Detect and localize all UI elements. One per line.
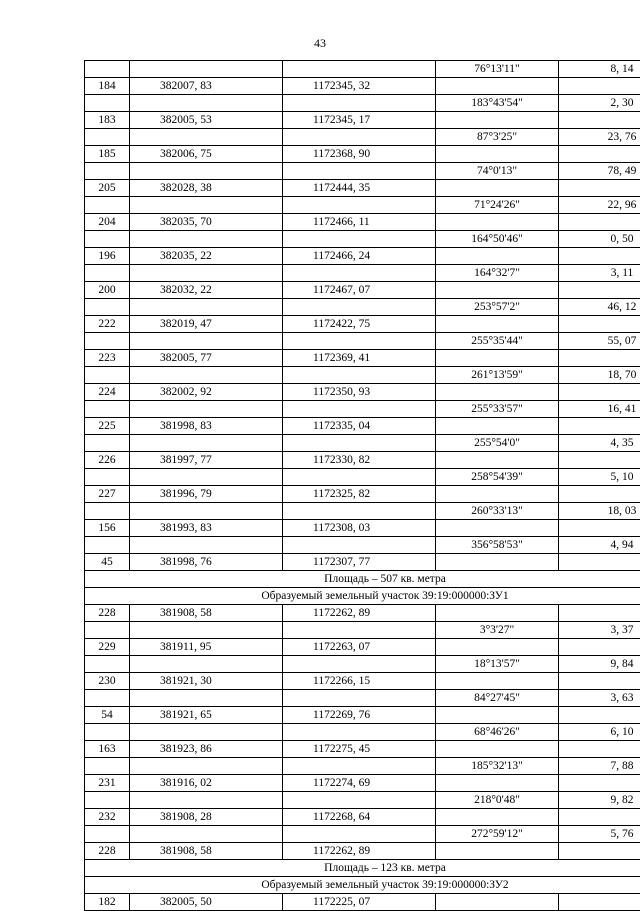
section-header-row (85, 860, 640, 877)
angle-cell-empty (436, 894, 559, 911)
coordinate-y-empty (283, 690, 436, 707)
point-row (85, 350, 640, 367)
coordinate-y: 1172263, 07 (283, 639, 436, 656)
coordinate-x: 381916, 02 (130, 775, 283, 792)
coordinate-y: 1172269, 76 (283, 707, 436, 724)
coordinate-x-empty (130, 656, 283, 673)
coordinate-x: 382028, 38 (130, 180, 283, 197)
point-row (85, 248, 640, 265)
point-number-empty (85, 724, 130, 741)
direction-angle: 183°43'54" (436, 95, 559, 112)
angle-cell-empty (436, 741, 559, 758)
segment-length: 3, 37 (559, 622, 640, 639)
point-number: 227 (85, 486, 130, 503)
point-row (85, 843, 640, 860)
length-cell-empty (559, 418, 640, 435)
length-cell-empty (559, 639, 640, 656)
angle-cell-empty (436, 112, 559, 129)
point-number-empty (85, 435, 130, 452)
direction-angle: 84°27'45" (436, 690, 559, 707)
length-cell-empty (559, 112, 640, 129)
direction-angle: 253°57'2" (436, 299, 559, 316)
angle-cell-empty (436, 418, 559, 435)
point-row (85, 673, 640, 690)
coordinate-x-empty (130, 197, 283, 214)
coordinate-y: 1172262, 89 (283, 843, 436, 860)
coordinate-x: 382032, 22 (130, 282, 283, 299)
length-cell-empty (559, 520, 640, 537)
direction-angle: 74°0'13" (436, 163, 559, 180)
coordinate-y: 1172275, 45 (283, 741, 436, 758)
coordinate-x-empty (130, 95, 283, 112)
point-number: 228 (85, 843, 130, 860)
coordinate-x-empty (130, 758, 283, 775)
length-cell-empty (559, 894, 640, 911)
point-number-empty (85, 299, 130, 316)
coordinate-x-empty (130, 129, 283, 146)
angle-cell-empty (436, 520, 559, 537)
coordinate-x-empty (130, 367, 283, 384)
coordinate-y-empty (283, 469, 436, 486)
section-header: Образуемый земельный участок 39:19:000000:ЗУ2 (85, 877, 640, 894)
coordinate-x: 382002, 92 (130, 384, 283, 401)
segment-row (85, 537, 640, 554)
segment-length: 18, 03 (559, 503, 640, 520)
coordinate-y-empty (283, 435, 436, 452)
coordinate-x-empty (130, 265, 283, 282)
length-cell-empty (559, 843, 640, 860)
length-cell-empty (559, 282, 640, 299)
point-row (85, 707, 640, 724)
segment-row (85, 197, 640, 214)
segment-length: 46, 12 (559, 299, 640, 316)
length-cell-empty (559, 707, 640, 724)
angle-cell-empty (436, 486, 559, 503)
length-cell-empty (559, 605, 640, 622)
direction-angle: 76°13'11" (436, 61, 559, 78)
coordinate-y-empty (283, 333, 436, 350)
direction-angle: 18°13'57" (436, 656, 559, 673)
point-number-empty (85, 197, 130, 214)
segment-row (85, 435, 640, 452)
direction-angle: 356°58'53" (436, 537, 559, 554)
coordinate-y: 1172369, 41 (283, 350, 436, 367)
coordinate-x: 381908, 58 (130, 843, 283, 860)
segment-length: 3, 63 (559, 690, 640, 707)
angle-cell-empty (436, 843, 559, 860)
segment-length: 5, 76 (559, 826, 640, 843)
point-row (85, 78, 640, 95)
segment-length: 78, 49 (559, 163, 640, 180)
point-number: 54 (85, 707, 130, 724)
point-row (85, 741, 640, 758)
coordinate-y: 1172330, 82 (283, 452, 436, 469)
point-number: 223 (85, 350, 130, 367)
coordinate-y: 1172466, 11 (283, 214, 436, 231)
coordinate-y: 1172467, 07 (283, 282, 436, 299)
segment-length: 55, 07 (559, 333, 640, 350)
section-header: Площадь – 123 кв. метра (85, 860, 640, 877)
coordinate-x: 381998, 76 (130, 554, 283, 571)
coordinate-y: 1172268, 64 (283, 809, 436, 826)
point-number: 229 (85, 639, 130, 656)
point-number: 230 (85, 673, 130, 690)
coordinate-x: 381998, 83 (130, 418, 283, 435)
segment-length: 4, 35 (559, 435, 640, 452)
direction-angle: 164°32'7" (436, 265, 559, 282)
length-cell-empty (559, 180, 640, 197)
length-cell-empty (559, 486, 640, 503)
segment-length: 3, 11 (559, 265, 640, 282)
length-cell-empty (559, 248, 640, 265)
section-header-row (85, 877, 640, 894)
coordinate-x-empty (130, 231, 283, 248)
point-row (85, 214, 640, 231)
point-number-empty (85, 163, 130, 180)
coordinate-y-empty (283, 129, 436, 146)
coordinate-x: 381921, 65 (130, 707, 283, 724)
coordinate-y: 1172422, 75 (283, 316, 436, 333)
length-cell-empty (559, 146, 640, 163)
segment-length: 18, 70 (559, 367, 640, 384)
direction-angle: 255°54'0" (436, 435, 559, 452)
coordinate-y-empty (283, 231, 436, 248)
coordinate-y-empty (283, 503, 436, 520)
segment-row (85, 61, 640, 78)
section-header: Площадь – 507 кв. метра (85, 571, 640, 588)
coordinates-table (84, 60, 640, 911)
coordinate-x-empty (130, 690, 283, 707)
direction-angle: 261°13'59" (436, 367, 559, 384)
point-row (85, 554, 640, 571)
coordinate-x-empty (130, 299, 283, 316)
point-number-empty (85, 265, 130, 282)
segment-length: 8, 14 (559, 61, 640, 78)
coordinate-x-empty (130, 61, 283, 78)
coordinate-x-empty (130, 401, 283, 418)
length-cell-empty (559, 452, 640, 469)
coordinate-y-empty (283, 656, 436, 673)
angle-cell-empty (436, 146, 559, 163)
coordinate-y: 1172444, 35 (283, 180, 436, 197)
section-header: Образуемый земельный участок 39:19:000000:ЗУ1 (85, 588, 640, 605)
length-cell-empty (559, 78, 640, 95)
length-cell-empty (559, 316, 640, 333)
segment-length: 9, 82 (559, 792, 640, 809)
coordinate-x: 381911, 95 (130, 639, 283, 656)
point-number: 182 (85, 894, 130, 911)
direction-angle: 255°33'57" (436, 401, 559, 418)
coordinate-x: 381923, 86 (130, 741, 283, 758)
segment-length: 5, 10 (559, 469, 640, 486)
angle-cell-empty (436, 673, 559, 690)
coordinate-x: 382005, 77 (130, 350, 283, 367)
length-cell-empty (559, 673, 640, 690)
coordinate-x-empty (130, 503, 283, 520)
page-number: 43 (0, 36, 640, 51)
point-row (85, 180, 640, 197)
coordinate-y: 1172274, 69 (283, 775, 436, 792)
point-number-empty (85, 129, 130, 146)
coordinate-y: 1172225, 07 (283, 894, 436, 911)
point-number: 205 (85, 180, 130, 197)
point-row (85, 520, 640, 537)
segment-row (85, 401, 640, 418)
direction-angle: 272°59'12" (436, 826, 559, 843)
angle-cell-empty (436, 809, 559, 826)
coordinate-y-empty (283, 758, 436, 775)
coordinate-y-empty (283, 622, 436, 639)
length-cell-empty (559, 384, 640, 401)
segment-row (85, 622, 640, 639)
point-number: 184 (85, 78, 130, 95)
coordinate-x: 382005, 53 (130, 112, 283, 129)
coordinate-y-empty (283, 367, 436, 384)
point-number-empty (85, 537, 130, 554)
segment-row (85, 758, 640, 775)
point-number: 222 (85, 316, 130, 333)
segment-row (85, 163, 640, 180)
coordinate-y-empty (283, 299, 436, 316)
point-number: 228 (85, 605, 130, 622)
point-row (85, 316, 640, 333)
angle-cell-empty (436, 350, 559, 367)
point-number-empty (85, 758, 130, 775)
coordinate-x: 381996, 79 (130, 486, 283, 503)
coordinate-y-empty (283, 61, 436, 78)
segment-length: 22, 96 (559, 197, 640, 214)
segment-row (85, 299, 640, 316)
angle-cell-empty (436, 605, 559, 622)
point-number: 231 (85, 775, 130, 792)
coordinate-y: 1172266, 15 (283, 673, 436, 690)
section-header-row (85, 571, 640, 588)
angle-cell-empty (436, 384, 559, 401)
coordinate-y-empty (283, 197, 436, 214)
segment-row (85, 231, 640, 248)
point-row (85, 486, 640, 503)
direction-angle: 164°50'46" (436, 231, 559, 248)
point-number: 196 (85, 248, 130, 265)
point-row (85, 418, 640, 435)
point-row (85, 894, 640, 911)
angle-cell-empty (436, 78, 559, 95)
angle-cell-empty (436, 707, 559, 724)
angle-cell-empty (436, 214, 559, 231)
point-number-empty (85, 333, 130, 350)
coordinate-y-empty (283, 537, 436, 554)
point-number-empty (85, 792, 130, 809)
point-number: 200 (85, 282, 130, 299)
coordinate-y: 1172350, 93 (283, 384, 436, 401)
coordinate-x: 382035, 70 (130, 214, 283, 231)
point-number: 183 (85, 112, 130, 129)
segment-row (85, 95, 640, 112)
coordinate-x: 382007, 83 (130, 78, 283, 95)
point-row (85, 384, 640, 401)
angle-cell-empty (436, 775, 559, 792)
direction-angle: 68°46'26" (436, 724, 559, 741)
point-row (85, 775, 640, 792)
segment-row (85, 724, 640, 741)
point-row (85, 282, 640, 299)
angle-cell-empty (436, 248, 559, 265)
length-cell-empty (559, 554, 640, 571)
point-number: 163 (85, 741, 130, 758)
point-number: 45 (85, 554, 130, 571)
coordinate-y-empty (283, 265, 436, 282)
direction-angle: 218°0'48" (436, 792, 559, 809)
direction-angle: 185°32'13" (436, 758, 559, 775)
point-number: 226 (85, 452, 130, 469)
coordinate-x: 382035, 22 (130, 248, 283, 265)
coordinate-y: 1172262, 89 (283, 605, 436, 622)
point-row (85, 146, 640, 163)
coordinate-y: 1172308, 03 (283, 520, 436, 537)
coordinate-x-empty (130, 469, 283, 486)
coordinate-x: 381997, 77 (130, 452, 283, 469)
length-cell-empty (559, 741, 640, 758)
coordinate-y: 1172368, 90 (283, 146, 436, 163)
coordinate-x: 381921, 30 (130, 673, 283, 690)
coordinate-x-empty (130, 435, 283, 452)
angle-cell-empty (436, 180, 559, 197)
segment-length: 0, 50 (559, 231, 640, 248)
coordinate-x: 382006, 75 (130, 146, 283, 163)
coordinate-y-empty (283, 792, 436, 809)
segment-length: 7, 88 (559, 758, 640, 775)
point-number-empty (85, 622, 130, 639)
coordinate-x-empty (130, 826, 283, 843)
point-number: 204 (85, 214, 130, 231)
coordinate-y-empty (283, 826, 436, 843)
segment-row (85, 503, 640, 520)
coordinate-y: 1172335, 04 (283, 418, 436, 435)
coordinates-table-body (85, 61, 640, 911)
coordinate-y: 1172345, 17 (283, 112, 436, 129)
segment-row (85, 129, 640, 146)
coordinate-x-empty (130, 622, 283, 639)
angle-cell-empty (436, 639, 559, 656)
length-cell-empty (559, 350, 640, 367)
point-number-empty (85, 503, 130, 520)
segment-row (85, 656, 640, 673)
point-number-empty (85, 95, 130, 112)
section-header-row (85, 588, 640, 605)
length-cell-empty (559, 809, 640, 826)
coordinate-y-empty (283, 163, 436, 180)
coordinate-y: 1172325, 82 (283, 486, 436, 503)
segment-row (85, 690, 640, 707)
direction-angle: 258°54'39" (436, 469, 559, 486)
segment-row (85, 265, 640, 282)
segment-length: 4, 94 (559, 537, 640, 554)
length-cell-empty (559, 214, 640, 231)
coordinate-y-empty (283, 724, 436, 741)
coordinate-y-empty (283, 401, 436, 418)
segment-row (85, 469, 640, 486)
segment-length: 16, 41 (559, 401, 640, 418)
angle-cell-empty (436, 452, 559, 469)
length-cell-empty (559, 775, 640, 792)
segment-length: 2, 30 (559, 95, 640, 112)
coordinate-x-empty (130, 537, 283, 554)
coordinate-y-empty (283, 95, 436, 112)
coordinate-x-empty (130, 163, 283, 180)
segment-row (85, 792, 640, 809)
angle-cell-empty (436, 282, 559, 299)
point-row (85, 605, 640, 622)
coordinate-x: 381908, 58 (130, 605, 283, 622)
coordinate-x: 382005, 50 (130, 894, 283, 911)
point-number-empty (85, 231, 130, 248)
coordinate-y: 1172307, 77 (283, 554, 436, 571)
coordinate-x: 381993, 83 (130, 520, 283, 537)
point-number: 185 (85, 146, 130, 163)
direction-angle: 87°3'25" (436, 129, 559, 146)
direction-angle: 71°24'26" (436, 197, 559, 214)
point-number-empty (85, 656, 130, 673)
segment-length: 9, 84 (559, 656, 640, 673)
coordinate-x: 382019, 47 (130, 316, 283, 333)
point-row (85, 112, 640, 129)
coordinate-x-empty (130, 724, 283, 741)
segment-row (85, 333, 640, 350)
point-number-empty (85, 469, 130, 486)
point-number-empty (85, 401, 130, 418)
point-row (85, 452, 640, 469)
coordinate-y: 1172466, 24 (283, 248, 436, 265)
segment-row (85, 826, 640, 843)
segment-length: 23, 76 (559, 129, 640, 146)
coordinate-x: 381908, 28 (130, 809, 283, 826)
coordinate-x-empty (130, 333, 283, 350)
point-number-empty (85, 367, 130, 384)
angle-cell-empty (436, 554, 559, 571)
direction-angle: 255°35'44" (436, 333, 559, 350)
direction-angle: 3°3'27" (436, 622, 559, 639)
point-number-empty (85, 826, 130, 843)
point-row (85, 639, 640, 656)
point-number: 225 (85, 418, 130, 435)
segment-length: 6, 10 (559, 724, 640, 741)
point-number-empty (85, 690, 130, 707)
coordinate-y: 1172345, 32 (283, 78, 436, 95)
point-number: 224 (85, 384, 130, 401)
point-number: 156 (85, 520, 130, 537)
point-row (85, 809, 640, 826)
coordinate-x-empty (130, 792, 283, 809)
point-number-empty (85, 61, 130, 78)
direction-angle: 260°33'13" (436, 503, 559, 520)
point-number: 232 (85, 809, 130, 826)
segment-row (85, 367, 640, 384)
angle-cell-empty (436, 316, 559, 333)
